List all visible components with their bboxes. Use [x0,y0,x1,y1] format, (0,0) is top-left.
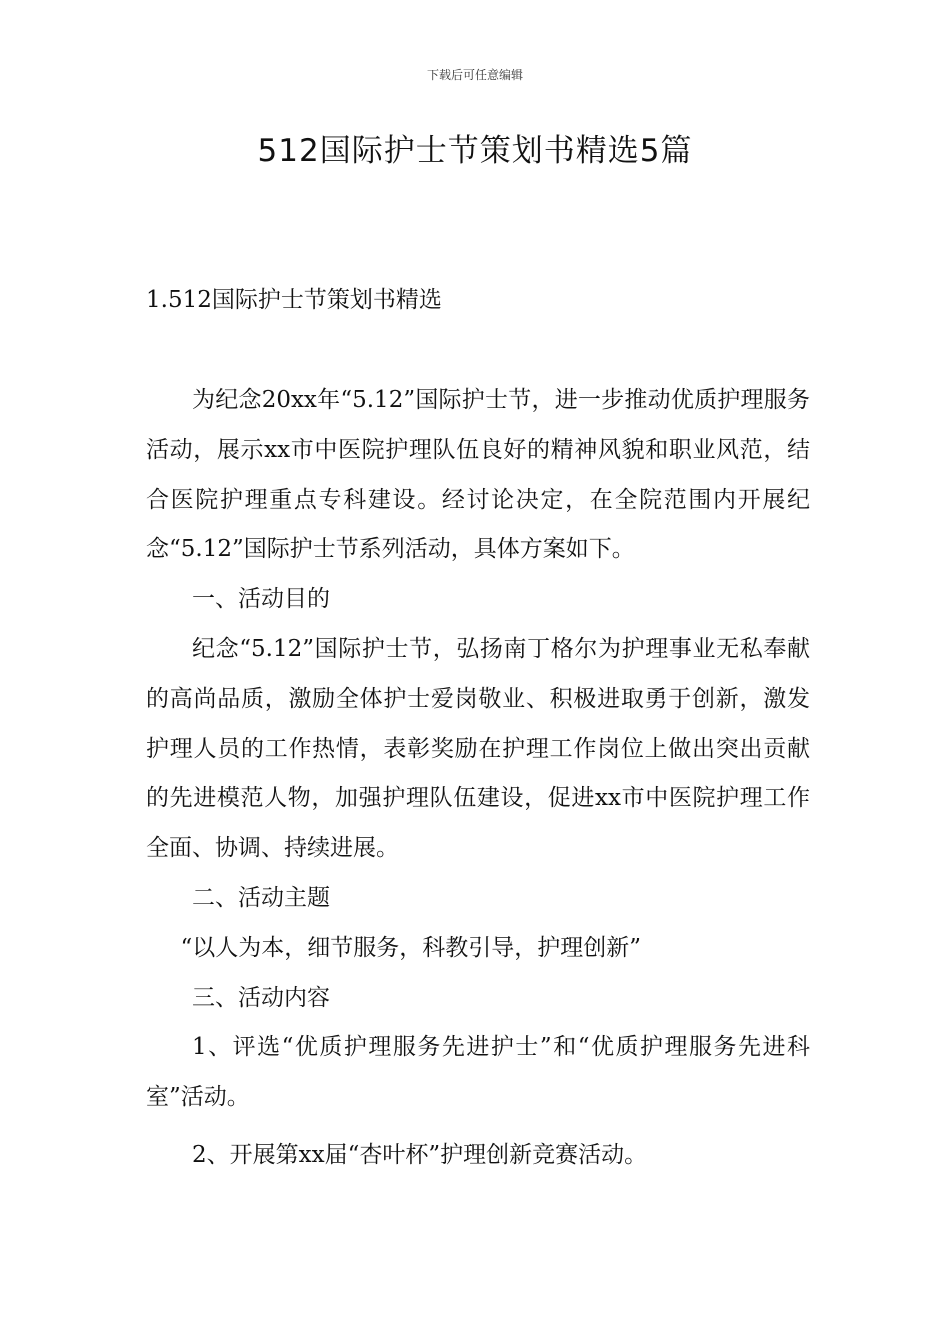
subheading-content: 三、活动内容 [192,984,330,1011]
document-title: 512国际护士节策划书精选5篇 [257,133,693,169]
content-item-1: 1、评选“优质护理服务先进护士”和“优质护理服务先进科室”活动。 [146,1034,810,1111]
subheading-purpose: 一、活动目的 [192,586,330,613]
subheading-theme: 二、活动主题 [192,884,330,911]
document-body [146,376,810,1181]
header-note: 下载后可任意编辑 [426,68,523,82]
section-heading: 1.512国际护士节策划书精选 [146,287,442,313]
content-item-2: 2、开展第xx届“杏叶杯”护理创新竞赛活动。 [192,1141,648,1168]
theme-paragraph: “以人为本，细节服务，科教引导，护理创新” [180,934,642,961]
purpose-paragraph: 纪念“5.12”国际护士节，弘扬南丁格尔为护理事业无私奉献的高尚品质，激励全体护士爱岗敬业、积极进取勇于创新，激发护理人员的工作热情，表彰奖励在护理工作岗位上做出突出贡献的先进模范人物，加强护理队伍建设，促进xx市中医院护理工作全面、协调、持续进展。 [146,635,810,862]
intro-paragraph: 为纪念20xx年“5.12”国际护士节，进一步推动优质护理服务活动，展示xx市中医院护理队伍良好的精神风貌和职业风范，结合医院护理重点专科建设。经讨论决定，在全院范围内开展纪念“5.12”国际护士节系列活动，具体方案如下。 [146,387,810,563]
